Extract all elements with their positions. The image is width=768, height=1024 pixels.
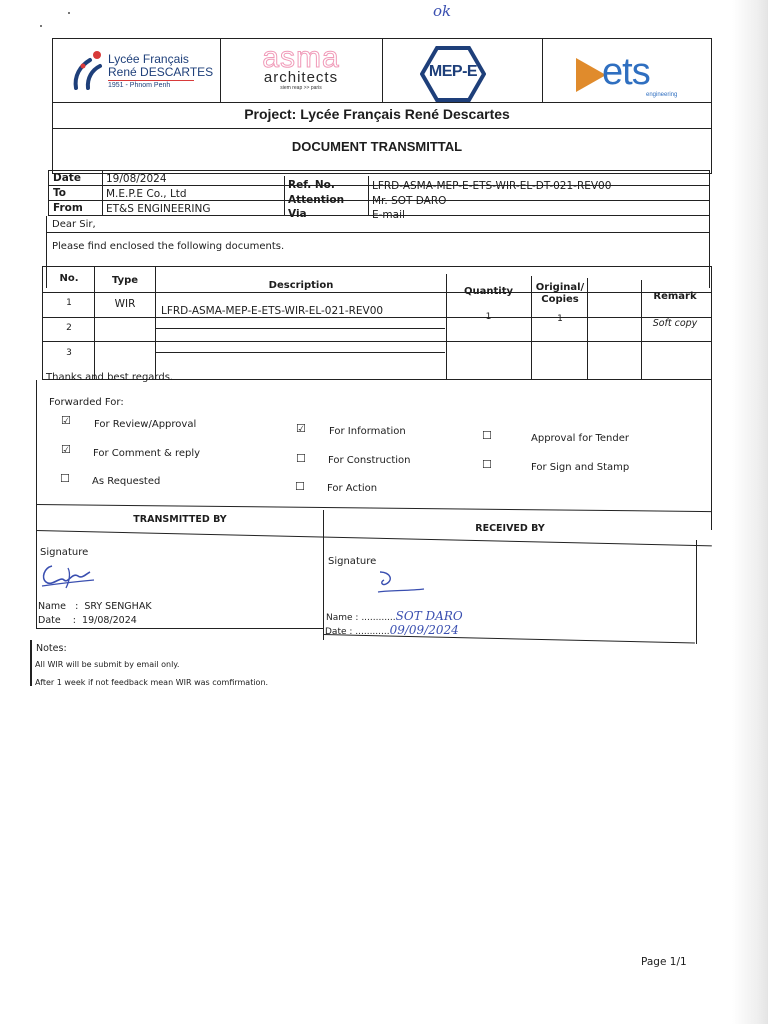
- attention-value: Mr. SOT DARO: [372, 195, 447, 207]
- action-label: For Action: [327, 483, 378, 494]
- transmitted-signature-label: Signature: [40, 547, 89, 558]
- ets-tagline: engineering: [646, 92, 678, 98]
- lfrd-logo-rule: [108, 80, 194, 81]
- lfrd-emblem-icon: [70, 48, 104, 92]
- transmitted-by-title: TRANSMITTED BY: [133, 514, 227, 525]
- lfrd-logo: [70, 46, 215, 98]
- sign-bottom-line: [36, 628, 323, 629]
- row1-description: LFRD-ASMA-MEP-E-ETS-WIR-EL-021-REV00: [161, 305, 384, 317]
- from-value: ET&S ENGINEERING: [106, 203, 211, 215]
- asma-wordmark: asma: [262, 41, 340, 74]
- mep-e-logo: [420, 46, 490, 102]
- construction-label: For Construction: [328, 455, 411, 466]
- sign-left-edge: [36, 530, 37, 628]
- intro-text: Please find enclosed the following documents.: [52, 241, 285, 252]
- date-value: 19/08/2024: [106, 173, 167, 185]
- via-label: Via: [288, 208, 307, 220]
- received-signature-label: Signature: [328, 556, 377, 567]
- info-col-line-3: [368, 176, 369, 216]
- review-approval-checkbox[interactable]: ☑: [61, 414, 71, 427]
- asma-tagline: siem reap >> paris: [280, 85, 322, 91]
- to-value: M.E.P.E Co., Ltd: [106, 188, 187, 200]
- received-date-handwritten: 09/09/2024: [389, 623, 459, 637]
- via-value: E-mail: [372, 209, 405, 221]
- doc-row-line-2: [42, 341, 712, 342]
- forwarded-label: Forwarded For:: [49, 397, 124, 408]
- information-checkbox[interactable]: ☑: [296, 422, 306, 435]
- logo-col-divider-3: [542, 38, 543, 102]
- transmitted-date: Date : 19/08/2024: [38, 615, 137, 626]
- notes-line1: All WIR will be submit by email only.: [35, 660, 180, 669]
- row3-no: 3: [66, 348, 72, 358]
- info-col-line-2: [284, 176, 285, 216]
- asma-logo: [226, 41, 376, 100]
- from-label: From: [53, 202, 83, 214]
- scan-dot: [68, 12, 70, 14]
- row2-no: 2: [66, 323, 72, 333]
- row1-no: 1: [66, 298, 72, 308]
- sign-stamp-label: For Sign and Stamp: [531, 462, 630, 473]
- row1-original: 1: [557, 314, 563, 324]
- scan-dot: [40, 25, 42, 27]
- transmitted-signature-image: [38, 560, 98, 594]
- col-header-description: Description: [268, 280, 334, 291]
- approval-tender-checkbox[interactable]: ☐: [482, 429, 492, 442]
- notes-bar: [30, 640, 32, 686]
- greeting-divider: [46, 232, 710, 233]
- sign-stamp-checkbox[interactable]: ☐: [482, 458, 492, 471]
- mep-e-wordmark: MEP-E: [428, 63, 478, 80]
- doc-row-line-4: [155, 352, 445, 353]
- document-title: DOCUMENT TRANSMITTAL: [291, 139, 463, 154]
- scan-edge-shadow: [732, 0, 768, 1024]
- project-title: Project: Lycée Français René Descartes: [244, 106, 510, 122]
- notes-title: Notes:: [36, 643, 67, 654]
- asma-architects: architects: [263, 69, 339, 86]
- lfrd-name-line2: René DESCARTES: [108, 65, 214, 79]
- row1-remark: Soft copy: [652, 318, 698, 329]
- lfrd-name-line1: Lycée Français: [108, 52, 189, 66]
- received-name-line: [326, 609, 463, 623]
- comment-reply-label: For Comment & reply: [93, 448, 201, 459]
- to-label: To: [53, 187, 66, 199]
- thanks-text: Thanks and best regards.: [46, 372, 174, 383]
- received-signature-image: [372, 568, 432, 602]
- received-date-label: Date :: [325, 627, 356, 637]
- forward-frame-left: [36, 380, 37, 530]
- received-date-line: [325, 623, 459, 637]
- approval-tender-label: Approval for Tender: [531, 433, 629, 444]
- ref-label: Ref. No.: [288, 179, 335, 191]
- row1-quantity: 1: [485, 312, 492, 322]
- col-header-no: No.: [59, 273, 79, 284]
- doc-row-line-3: [155, 328, 445, 329]
- title-divider: [52, 128, 712, 129]
- logo-col-divider-1: [220, 38, 221, 102]
- info-col-line-1: [102, 170, 103, 216]
- received-name-handwritten: SOT DARO: [395, 609, 463, 623]
- received-name-label: Name :: [326, 613, 362, 623]
- comment-reply-checkbox[interactable]: ☑: [61, 443, 71, 456]
- received-name-dots: ............: [361, 613, 396, 623]
- ets-wordmark: ets: [602, 51, 650, 93]
- attention-label: Attention: [288, 194, 345, 206]
- doc-row-line-1: [42, 317, 712, 318]
- information-label: For Information: [329, 426, 406, 437]
- lfrd-name-line3: 1951 - Phnom Penh: [108, 82, 171, 89]
- transmitted-name: Name : SRY SENGHAK: [38, 601, 152, 612]
- sign-right-edge: [696, 540, 697, 644]
- ref-value: LFRD-ASMA-MEP-E-ETS-WIR-EL-DT-021-REV00: [372, 180, 612, 192]
- col-header-original-line2: Copies: [541, 294, 579, 305]
- doc-header-line: [42, 292, 712, 293]
- handwritten-ok-mark: ok: [433, 2, 452, 20]
- col-header-original: [532, 282, 588, 306]
- sign-top-line: [36, 504, 712, 512]
- logo-col-divider-2: [382, 38, 383, 102]
- date-label: Date: [53, 172, 81, 184]
- greeting-text: Dear Sir,: [52, 219, 96, 230]
- action-checkbox[interactable]: ☐: [295, 480, 305, 493]
- notes-line2: After 1 week if not feedback mean WIR was comfirmation.: [35, 678, 269, 687]
- as-requested-label: As Requested: [92, 476, 161, 487]
- as-requested-checkbox[interactable]: ☐: [60, 472, 70, 485]
- col-header-remark: Remark: [653, 291, 697, 302]
- ets-logo: [576, 52, 686, 102]
- col-header-type: Type: [111, 275, 139, 286]
- col-header-original-line1: Original/: [535, 282, 585, 293]
- received-date-dots: ............: [355, 627, 390, 637]
- construction-checkbox[interactable]: ☐: [296, 452, 306, 465]
- row1-type: WIR: [114, 298, 136, 310]
- received-by-title: RECEIVED BY: [475, 523, 545, 534]
- forward-frame-right: [711, 380, 712, 530]
- col-header-quantity: Quantity: [464, 286, 513, 297]
- review-approval-label: For Review/Approval: [94, 419, 197, 430]
- page-number: Page 1/1: [641, 956, 687, 968]
- logo-row-divider: [52, 102, 712, 103]
